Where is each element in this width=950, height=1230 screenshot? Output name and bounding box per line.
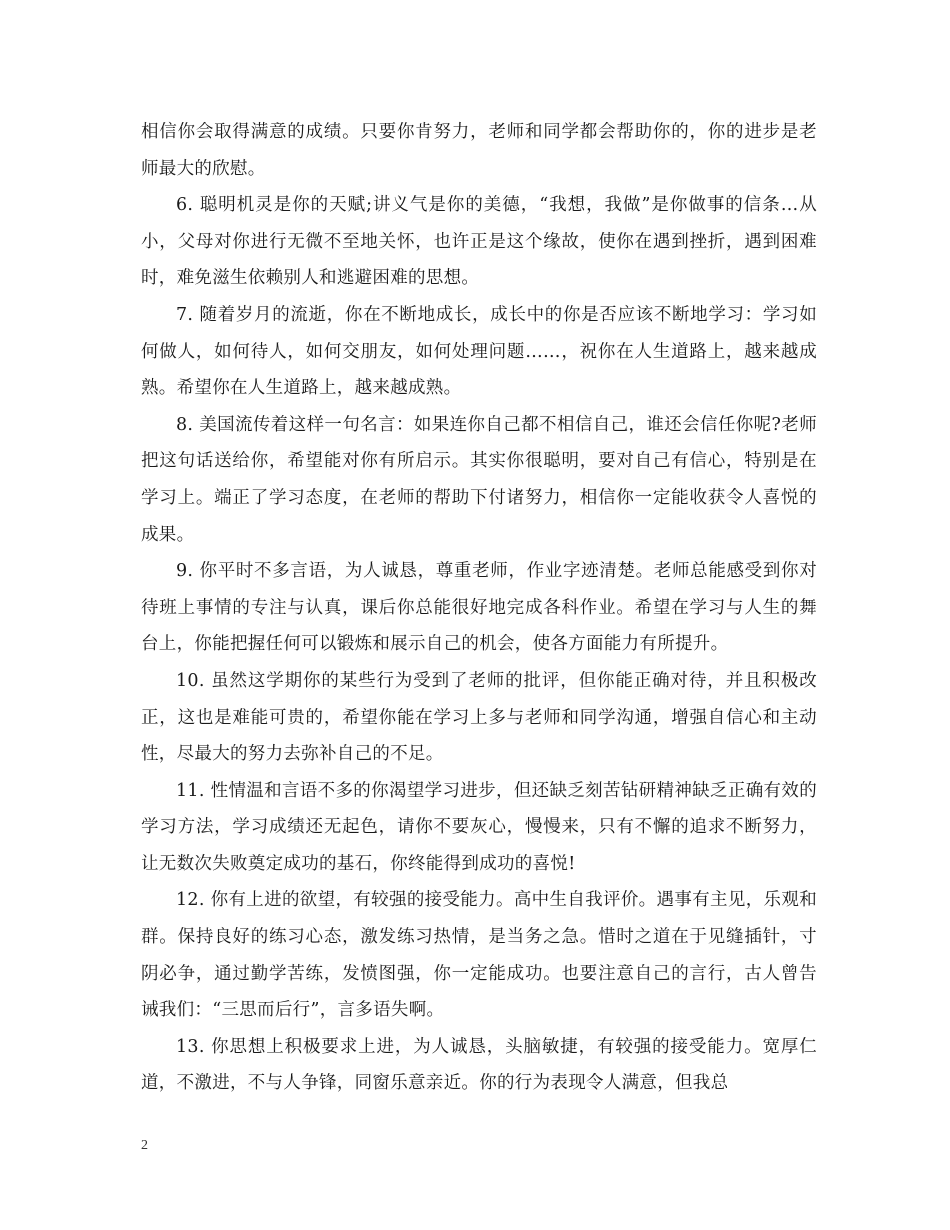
paragraph-comment-8: 8. 美国流传着这样一句名言：如果连你自己都不相信自己，谁还会信任你呢?老师把这句话送给你，希望能对你有所启示。其实你很聪明，要对自己有信心，特别是在学习上。端正了学习态度，在老师的帮助下付诸努力，相信你一定能收获令人喜悦的成果。 [141, 414, 817, 545]
page-number: 2 [141, 1138, 148, 1153]
document-body [141, 114, 817, 1102]
paragraph-continuation: 相信你会取得满意的成绩。只要你肯努力，老师和同学都会帮助你的，你的进步是老师最大的欣慰。 [141, 122, 817, 179]
paragraph-comment-11: 11. 性情温和言语不多的你渴望学习进步，但还缺乏刻苦钻研精神缺乏正确有效的学习方法，学习成绩还无起色，请你不要灰心，慢慢来，只有不懈的追求不断努力，让无数次失败奠定成功的基石，你终能得到成功的喜悦! [141, 780, 817, 874]
paragraph-comment-10: 10. 虽然这学期你的某些行为受到了老师的批评，但你能正确对待，并且积极改正，这也是难能可贵的，希望你能在学习上多与老师和同学沟通，增强自信心和主动性，尽最大的努力去弥补自己的不足。 [141, 670, 817, 765]
paragraph-comment-6: 6. 聪明机灵是你的天赋;讲义气是你的美德，“我想，我做”是你做事的信条…从小，父母对你进行无微不至地关怀，也许正是这个缘故，使你在遇到挫折，遇到困难时，难免滋生依赖别人和逃避困难的思想。 [141, 195, 817, 289]
paragraph-comment-12: 12. 你有上进的欲望，有较强的接受能力。高中生自我评价。遇事有主见，乐观和群。保持良好的练习心态，激发练习热情，是当务之急。惜时之道在于见缝插针，寸阴必争，通过勤学苦练，发愤图强，你一定能成功。也要注意自己的言行，古人曾告诫我们：“三思而后行”，言多语失啊。 [141, 890, 817, 1021]
paragraph-comment-13: 13. 你思想上积极要求上进，为人诚恳，头脑敏捷，有较强的接受能力。宽厚仁道，不激进，不与人争锋，同窗乐意亲近。你的行为表现令人满意，但我总 [141, 1036, 817, 1094]
paragraph-comment-9: 9. 你平时不多言语，为人诚恳，尊重老师，作业字迹清楚。老师总能感受到你对待班上事情的专注与认真，课后你总能很好地完成各科作业。希望在学习与人生的舞台上，你能把握任何可以锻炼和展示自己的机会，使各方面能力有所提升。 [141, 561, 817, 655]
paragraph-comment-7: 7. 随着岁月的流逝，你在不断地成长，成长中的你是否应该不断地学习：学习如何做人，如何待人，如何交朋友，如何处理问题……，祝你在人生道路上，越来越成熟。希望你在人生道路上，越来越成熟。 [141, 304, 817, 399]
